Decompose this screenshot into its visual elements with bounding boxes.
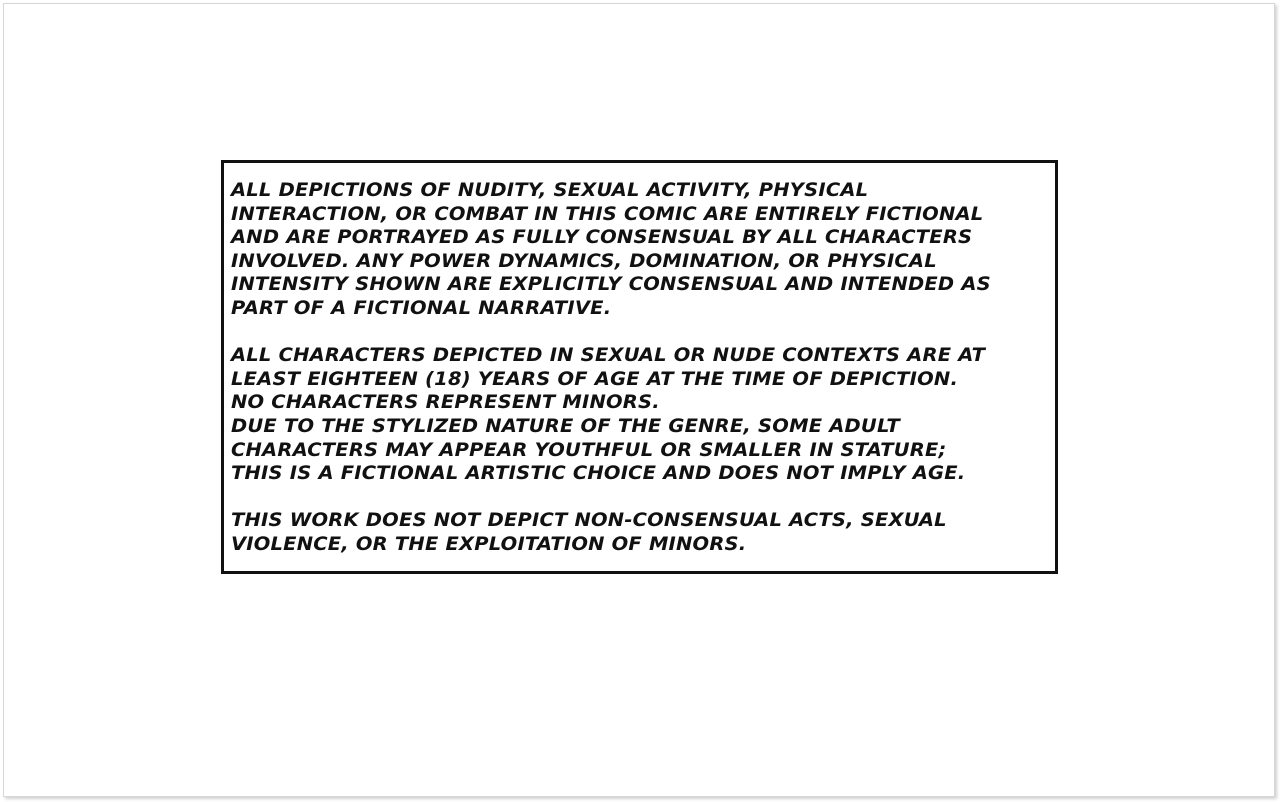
disclaimer-line: NO CHARACTERS REPRESENT MINORS. <box>231 392 660 414</box>
disclaimer-text <box>231 179 1098 557</box>
disclaimer-line: PART OF A FICTIONAL NARRATIVE. <box>231 297 612 319</box>
disclaimer-line: ALL CHARACTERS DEPICTED IN SEXUAL OR NUDE CONTEXTS ARE AT <box>231 345 986 367</box>
disclaimer-line: DUE TO THE STYLIZED NATURE OF THE GENRE, SOME ADULT <box>231 415 900 437</box>
disclaimer-paragraph-consent <box>231 179 1098 321</box>
disclaimer-paragraph-exclusions <box>231 509 1098 556</box>
disclaimer-line: LEAST EIGHTEEN (18) YEARS OF AGE AT THE TIME OF DEPICTION. <box>231 368 959 390</box>
disclaimer-line: AND ARE PORTRAYED AS FULLY CONSENSUAL BY ALL CHARACTERS <box>231 227 973 249</box>
disclaimer-line: THIS WORK DOES NOT DEPICT NON-CONSENSUAL ACTS, SEXUAL <box>231 510 947 532</box>
disclaimer-line: INVOLVED. ANY POWER DYNAMICS, DOMINATION, OR PHYSICAL <box>231 250 937 272</box>
disclaimer-line: INTENSITY SHOWN ARE EXPLICITLY CONSENSUAL AND INTENDED AS <box>231 274 991 296</box>
disclaimer-line: VIOLENCE, OR THE EXPLOITATION OF MINORS. <box>231 533 747 555</box>
disclaimer-line: THIS IS A FICTIONAL ARTISTIC CHOICE AND DOES NOT IMPLY AGE. <box>231 463 966 485</box>
disclaimer-line: ALL DEPICTIONS OF NUDITY, SEXUAL ACTIVITY, PHYSICAL <box>231 180 869 201</box>
disclaimer-line: INTERACTION, OR COMBAT IN THIS COMIC ARE ENTIRELY FICTIONAL <box>231 203 984 225</box>
disclaimer-paragraph-age <box>231 344 1098 486</box>
disclaimer-box <box>221 160 1058 574</box>
disclaimer-line: CHARACTERS MAY APPEAR YOUTHFUL OR SMALLER IN STATURE; <box>231 439 947 461</box>
